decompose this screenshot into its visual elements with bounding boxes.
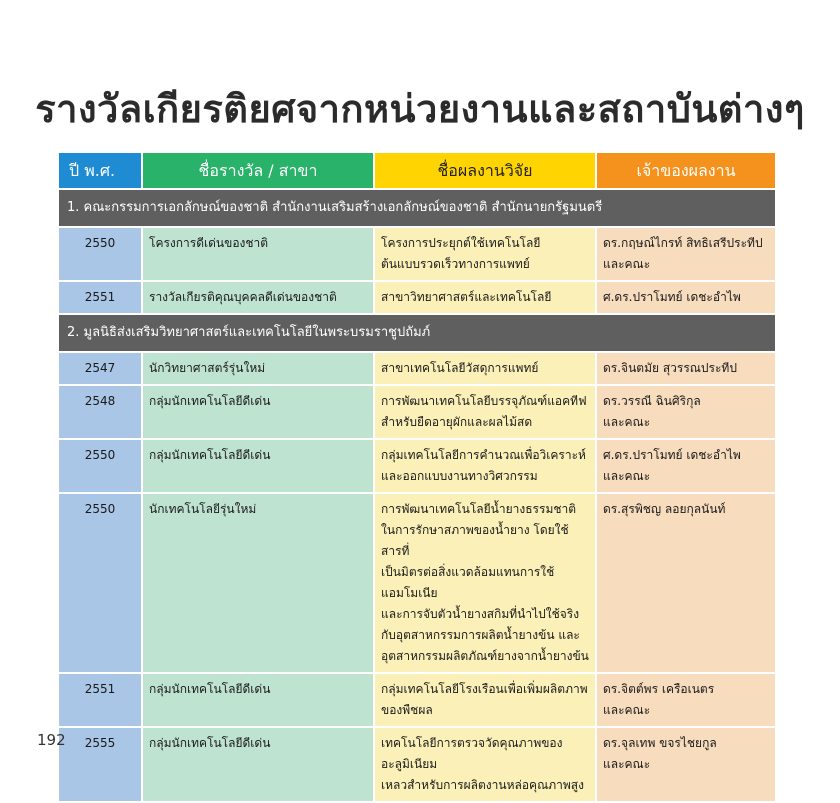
work-cell <box>374 352 596 385</box>
award-cell: กลุ่มนักเทคโนโลยีดีเด่น <box>142 673 374 727</box>
year-cell: 2550 <box>58 227 142 281</box>
year-cell: 2547 <box>58 352 142 385</box>
table-row <box>58 493 776 673</box>
owner-line: และคณะ <box>603 757 651 771</box>
table-row <box>58 673 776 727</box>
work-line: เหลวสำหรับการผลิตงานหล่อคุณภาพสูง <box>381 778 584 792</box>
work-line: ต้นแบบรวดเร็วทางการแพทย์ <box>381 257 530 271</box>
header-owner: เจ้าของผลงาน <box>596 152 776 189</box>
work-cell <box>374 439 596 493</box>
work-cell <box>374 673 596 727</box>
year-cell: 2555 <box>58 727 142 802</box>
work-line: ในการรักษาสภาพของน้ำยาง โดยใช้สารที่ <box>381 523 569 558</box>
owner-cell <box>596 281 776 314</box>
year-cell: 2551 <box>58 281 142 314</box>
work-line: กลุ่มเทคโนโลยีการคำนวณเพื่อวิเคราะห์ <box>381 448 586 462</box>
year-cell: 2548 <box>58 385 142 439</box>
owner-line: ดร.กฤษณ์ไกรท์ สิทธิเสรีประทีป <box>603 236 763 250</box>
owner-cell <box>596 439 776 493</box>
table-row <box>58 727 776 802</box>
owner-line: และคณะ <box>603 415 651 429</box>
header-year: ปี พ.ศ. <box>58 152 142 189</box>
owner-cell <box>596 227 776 281</box>
award-cell: กลุ่มนักเทคโนโลยีดีเด่น <box>142 439 374 493</box>
owner-line: ศ.ดร.ปราโมทย์ เดชะอำไพ <box>603 448 741 462</box>
owner-line: ดร.วรรณี ฉินศิริกุล <box>603 394 701 408</box>
owner-line: ศ.ดร.ปราโมทย์ เดชะอำไพ <box>603 290 741 304</box>
owner-line: ดร.จิตต์พร เครือเนตร <box>603 682 715 696</box>
group-title: 2. มูลนิธิส่งเสริมวิทยาศาสตร์และเทคโนโลยีในพระบรมราชูปถัมภ์ <box>58 314 776 352</box>
group-row <box>58 189 776 227</box>
award-cell: รางวัลเกียรติคุณบุคคลดีเด่นของชาติ <box>142 281 374 314</box>
page-title: รางวัลเกียรติยศจากหน่วยงานและสถาบันต่างๆ <box>35 87 805 131</box>
work-cell <box>374 493 596 673</box>
owner-line: และคณะ <box>603 703 651 717</box>
year-cell: 2550 <box>58 493 142 673</box>
work-line: การพัฒนาเทคโนโลยีบรรจุภัณฑ์แอคทีฟ <box>381 394 587 408</box>
table-row <box>58 385 776 439</box>
awards-table <box>57 151 777 803</box>
owner-line: ดร.จุลเทพ ขจรไชยกูล <box>603 736 717 750</box>
table-row <box>58 352 776 385</box>
table-header-row <box>58 152 776 189</box>
owner-cell <box>596 727 776 802</box>
group-row <box>58 314 776 352</box>
award-cell: กลุ่มนักเทคโนโลยีดีเด่น <box>142 727 374 802</box>
owner-cell <box>596 673 776 727</box>
page-number: 192 <box>37 731 66 749</box>
owner-cell <box>596 352 776 385</box>
work-cell <box>374 281 596 314</box>
work-line: การพัฒนาเทคโนโลยีน้ำยางธรรมชาติ <box>381 502 577 516</box>
award-cell: กลุ่มนักเทคโนโลยีดีเด่น <box>142 385 374 439</box>
work-line: สาขาวิทยาศาสตร์และเทคโนโลยี <box>381 290 552 304</box>
work-line: โครงการประยุกต์ใช้เทคโนโลยี <box>381 236 541 250</box>
header-work: ชื่อผลงานวิจัย <box>374 152 596 189</box>
owner-cell <box>596 385 776 439</box>
work-cell <box>374 727 596 802</box>
work-cell <box>374 385 596 439</box>
table-row <box>58 281 776 314</box>
owner-line: และคณะ <box>603 257 651 271</box>
work-line: ของพืชผล <box>381 703 433 717</box>
work-line: กับอุตสาหกรรมการผลิตน้ำยางข้น และ <box>381 628 580 642</box>
year-cell: 2551 <box>58 673 142 727</box>
award-cell: โครงการดีเด่นของชาติ <box>142 227 374 281</box>
group-title: 1. คณะกรรมการเอกลักษณ์ของชาติ สำนักงานเสริมสร้างเอกลักษณ์ของชาติ สำนักนายกรัฐมนตรี <box>58 189 776 227</box>
award-cell: นักเทคโนโลยีรุ่นใหม่ <box>142 493 374 673</box>
work-line: กลุ่มเทคโนโลยีโรงเรือนเพื่อเพิ่มผลิตภาพ <box>381 682 588 696</box>
award-cell: นักวิทยาศาสตร์รุ่นใหม่ <box>142 352 374 385</box>
header-award: ชื่อรางวัล / สาขา <box>142 152 374 189</box>
work-line: และการจับตัวน้ำยางสกิมที่นำไปใช้จริง <box>381 607 580 621</box>
work-line: สำหรับยืดอายุผักและผลไม้สด <box>381 415 533 429</box>
owner-line: ดร.จินตมัย สุวรรณประทีป <box>603 361 737 375</box>
table-body <box>58 189 776 802</box>
work-line: อุตสาหกรรมผลิตภัณฑ์ยางจากน้ำยางข้น <box>381 649 589 663</box>
table-row <box>58 227 776 281</box>
owner-cell <box>596 493 776 673</box>
work-line: สาขาเทคโนโลยีวัสดุการแพทย์ <box>381 361 539 375</box>
work-cell <box>374 227 596 281</box>
work-line: เทคโนโลยีการตรวจวัดคุณภาพของอะลูมิเนียม <box>381 736 563 771</box>
work-line: เป็นมิตรต่อสิ่งแวดล้อมแทนการใช้แอมโมเนีย <box>381 565 555 600</box>
work-line: และออกแบบงานทางวิศวกรรม <box>381 469 538 483</box>
owner-line: ดร.สุรพิชญ ลอยกุลนันท์ <box>603 502 726 516</box>
year-cell: 2550 <box>58 439 142 493</box>
owner-line: และคณะ <box>603 469 651 483</box>
table-row <box>58 439 776 493</box>
